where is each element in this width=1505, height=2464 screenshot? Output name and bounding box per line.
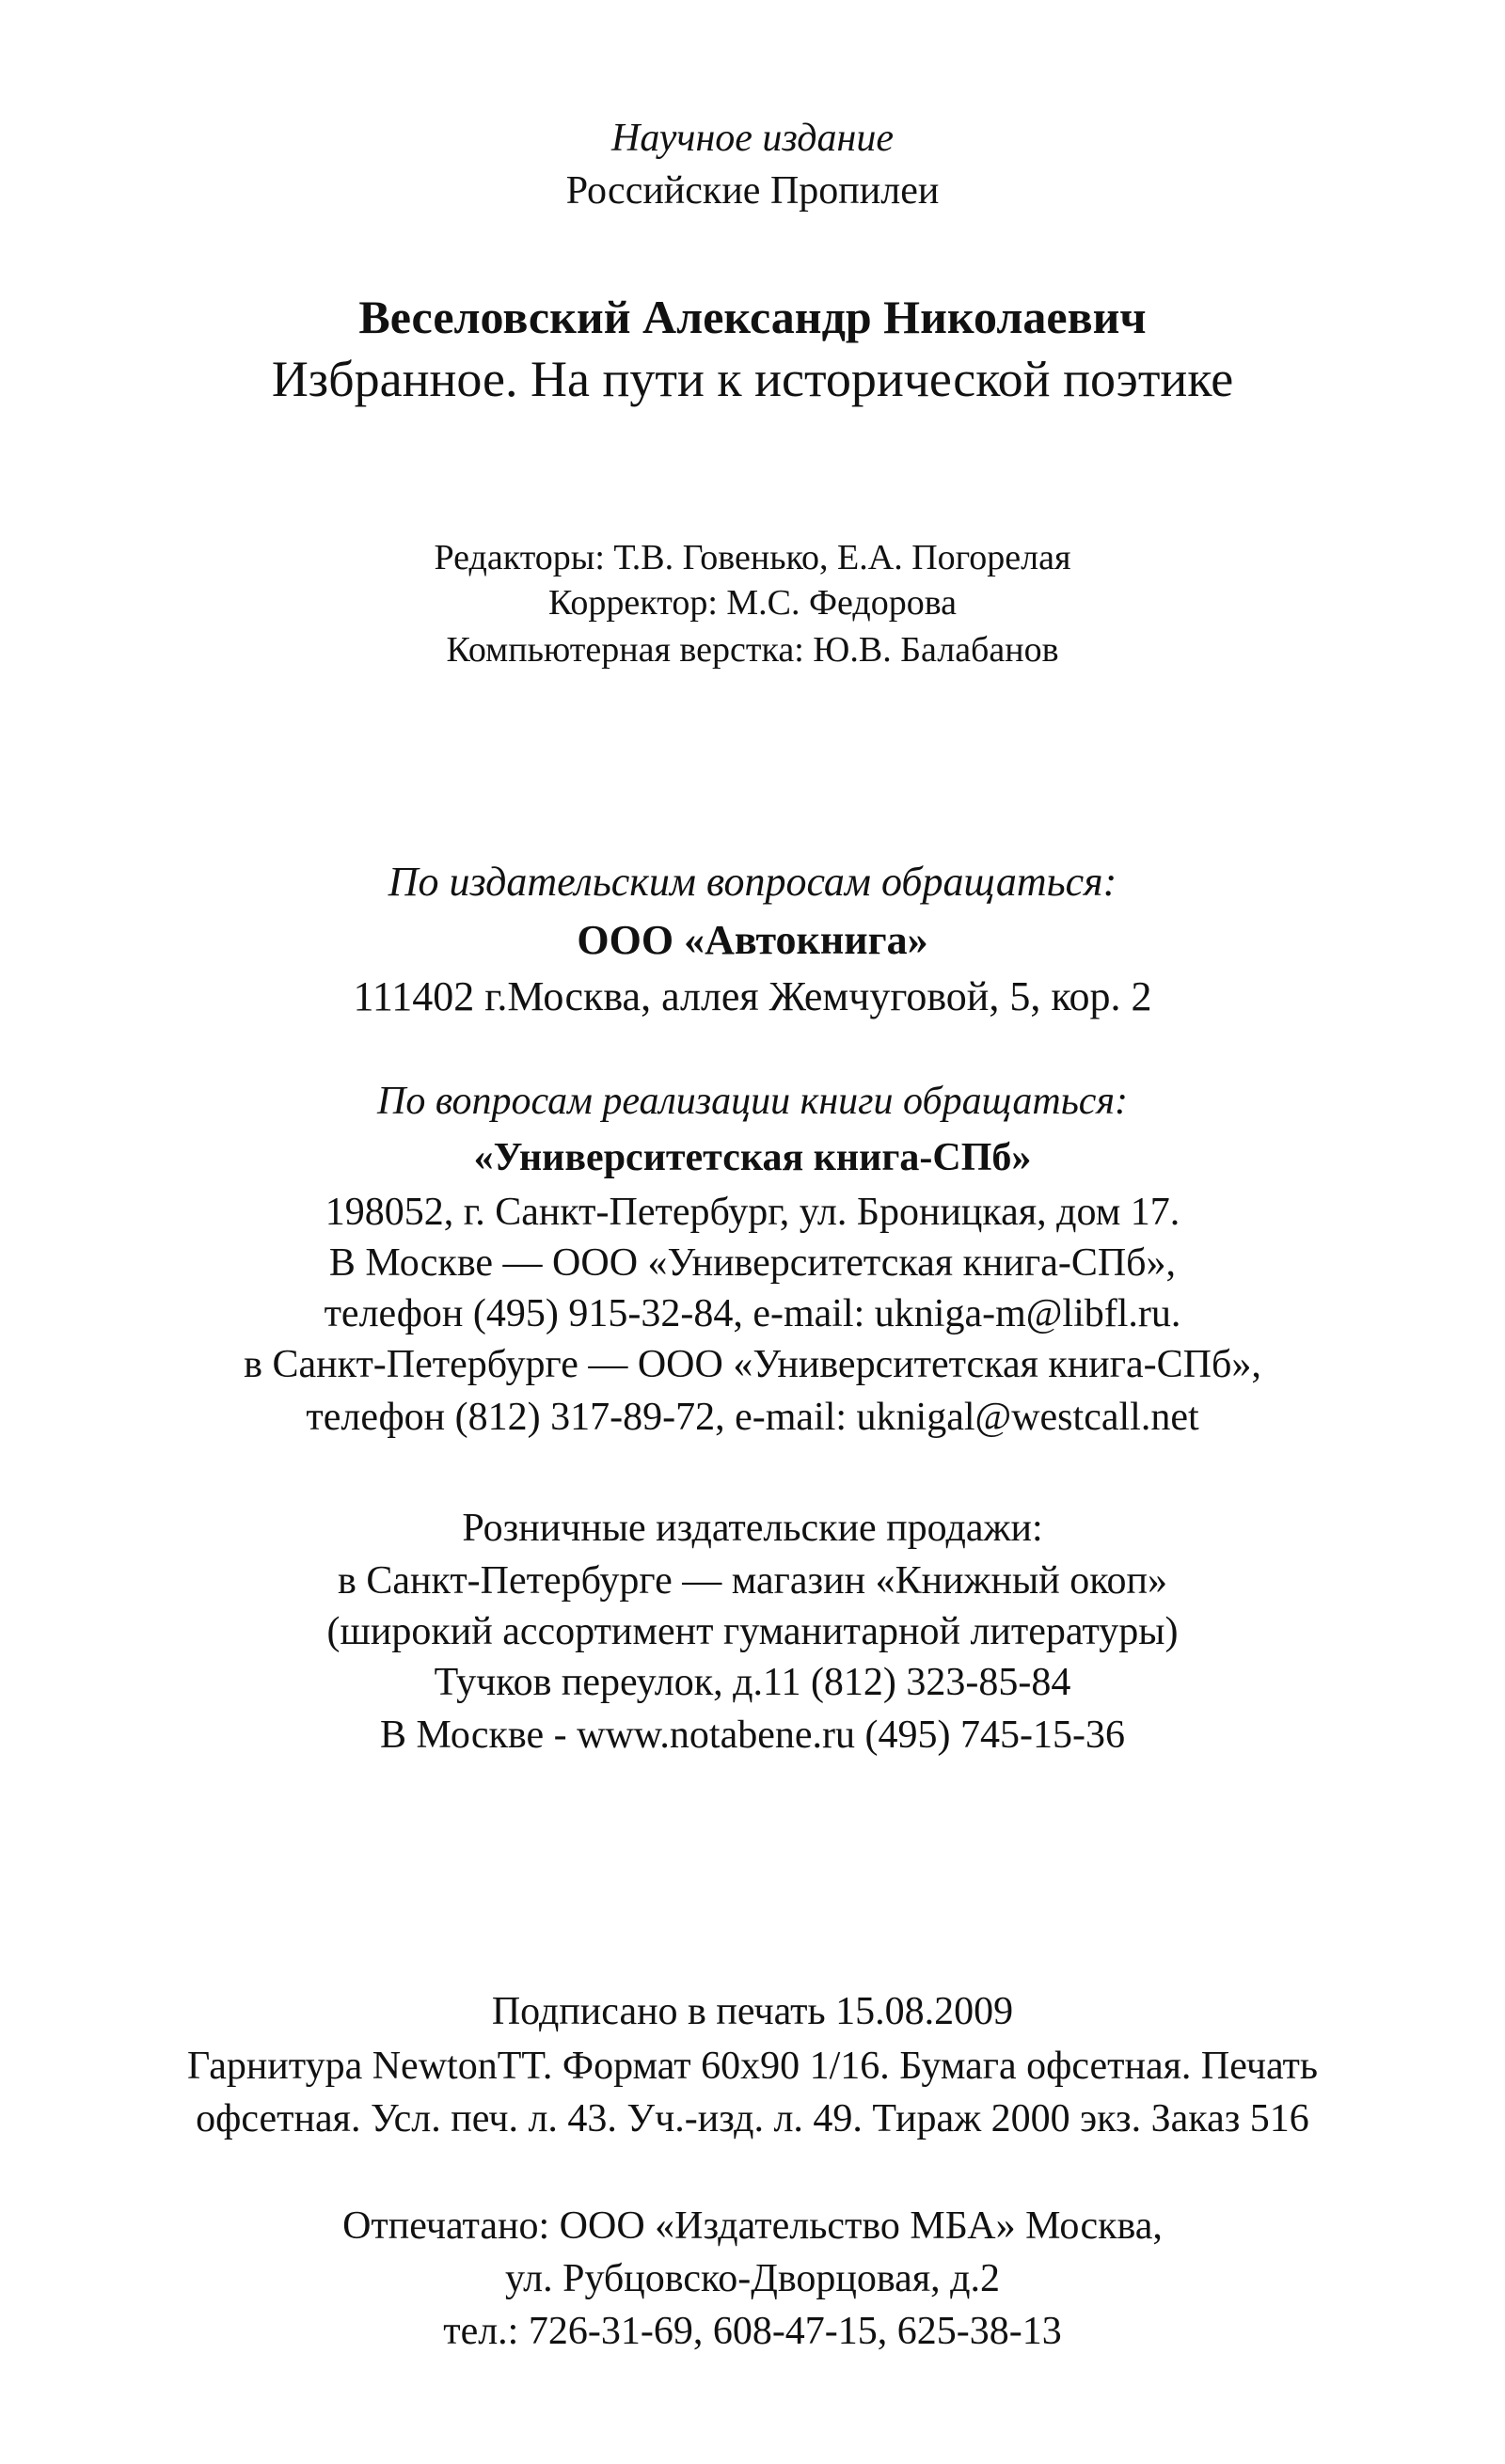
- distribution-heading: По вопросам реализации книги обращаться:: [377, 1080, 1128, 1123]
- publisher-name: ООО «Автокнига»: [577, 917, 928, 963]
- corrector-line: Корректор: М.С. Федорова: [547, 583, 958, 623]
- imprint-specs-line-1: Гарнитура NewtonTT. Формат 60x90 1/16. Бумага офсетная. Печать: [186, 2045, 1319, 2088]
- printer-address: ул. Рубцовско-Дворцовая, д.2: [504, 2257, 1001, 2300]
- distributor-moscow: В Москве — ООО «Университетская книга-СПб»,: [328, 1241, 1177, 1285]
- distributor-address: 198052, г. Санкт-Петербург, ул. Броницкая, дом 17.: [325, 1191, 1180, 1234]
- distributor-moscow-phone: телефон (495) 915-32-84, e-mail: uknigа-m@libfl.ru.: [324, 1292, 1181, 1335]
- printer-name: Отпечатано: ООО «Издательство МБА» Москва,: [342, 2204, 1163, 2248]
- retail-heading: Розничные издательские продажи:: [462, 1507, 1043, 1550]
- distributor-spb: в Санкт-Петербурге — ООО «Университетская книга-СПб»,: [244, 1343, 1261, 1386]
- book-author: Веселовский Александр Николаевич: [358, 291, 1147, 343]
- publisher-address: 111402 г.Москва, аллея Жемчуговой, 5, кор. 2: [353, 973, 1152, 1019]
- distributor-name: «Университетская книга-СПб»: [473, 1136, 1032, 1179]
- editors-line: Редакторы: Т.В. Говенько, Е.А. Погорелая: [434, 538, 1071, 577]
- layout-designer-line: Компьютерная верстка: Ю.В. Балабанов: [446, 630, 1059, 670]
- publisher-contact-heading: По издательским вопросам обращаться:: [388, 859, 1117, 905]
- retail-spb-store: в Санкт-Петербурге — магазин «Книжный окоп»: [338, 1559, 1167, 1603]
- retail-assortment: (широкий ассортимент гуманитарной литературы): [326, 1610, 1179, 1653]
- retail-store-address: Тучков переулок, д.11 (812) 323-85-84: [434, 1661, 1071, 1704]
- distributor-spb-phone: телефон (812) 317-89-72, e-mail: uknigal@westcall.net: [306, 1396, 1199, 1439]
- book-title: Избранное. На пути к исторической поэтике: [271, 351, 1234, 407]
- printer-phones: тел.: 726-31-69, 608-47-15, 625-38-13: [443, 2310, 1062, 2353]
- imprint-specs-line-2: офсетная. Усл. печ. л. 43. Уч.-изд. л. 49. Тираж 2000 экз. Заказ 516: [196, 2097, 1309, 2140]
- retail-moscow: В Москве - www.notabene.ru (495) 745-15-36: [380, 1714, 1125, 1757]
- series-name: Российские Пропилеи: [565, 169, 940, 213]
- signed-to-print: Подписано в печать 15.08.2009: [491, 1990, 1014, 2033]
- series-type: Научное издание: [611, 117, 894, 160]
